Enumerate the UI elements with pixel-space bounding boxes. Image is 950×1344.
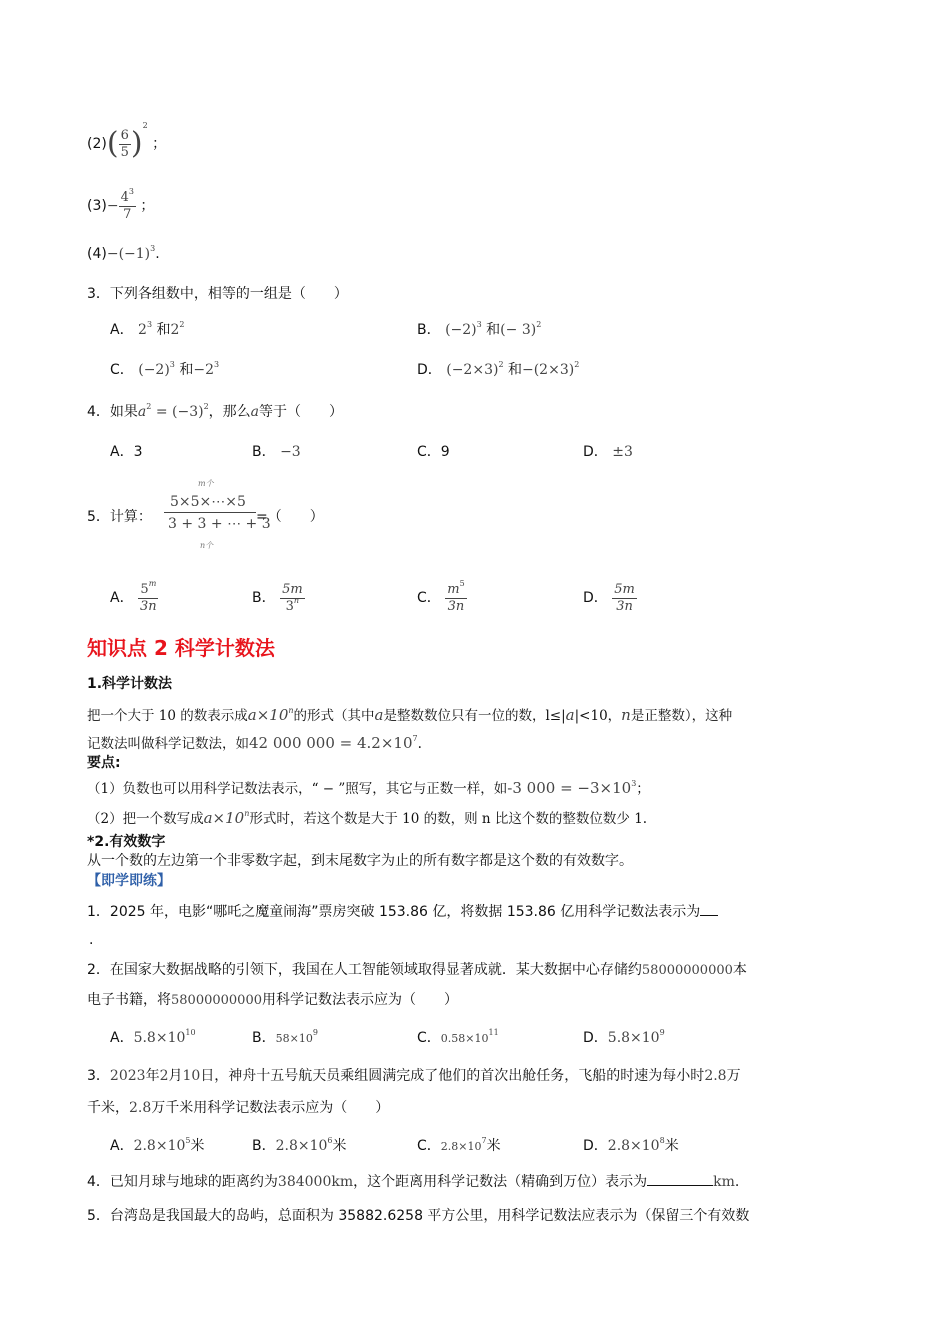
exponent: 2 bbox=[203, 402, 209, 411]
var-a: a bbox=[374, 706, 384, 724]
exponent: 9 bbox=[312, 1028, 318, 1037]
option-letter: A． bbox=[110, 1030, 134, 1046]
expression: a×10 bbox=[247, 706, 289, 724]
exponent: 3 bbox=[213, 360, 220, 369]
distance: 384000km bbox=[277, 1174, 354, 1190]
option-letter: A． bbox=[110, 1138, 134, 1154]
key-points-label: 要点: bbox=[87, 755, 121, 771]
practice-4 bbox=[87, 1172, 739, 1192]
practice-heading: 【即学即练】 bbox=[87, 873, 171, 889]
expr-b: −(2×3) bbox=[521, 362, 575, 378]
numerator: 5m bbox=[282, 581, 303, 597]
and-word: 和 bbox=[156, 322, 171, 338]
practice-3-option-a[interactable] bbox=[110, 1136, 204, 1156]
exponent: 11 bbox=[488, 1028, 499, 1037]
text: 日，神舟十五号航天员乘组圆满完成了他们的首次出舱任务，飞船的时速为每小时 bbox=[200, 1068, 705, 1084]
option-letter: B． bbox=[252, 444, 276, 460]
text: 万千米用科学记数法表示应为（ ） bbox=[151, 1100, 390, 1116]
fraction bbox=[119, 128, 131, 161]
denominator: 3n bbox=[140, 598, 157, 614]
option-value: −3 bbox=[280, 444, 301, 460]
left-paren: ( bbox=[106, 126, 119, 161]
option-value: 3 bbox=[133, 444, 143, 460]
text: 是整数数位只有一位的数，l≤| bbox=[383, 708, 566, 724]
practice-5-line-1: 5．台湾岛是我国最大的岛屿，总面积为 35882.6258 平方公里，用科学记数法应表示为（保留三个有效数 bbox=[87, 1208, 750, 1224]
practice-1-line-1 bbox=[87, 902, 718, 922]
top-count: m个 bbox=[198, 479, 214, 488]
expr-b: 2 bbox=[170, 322, 180, 338]
practice-2-line-1 bbox=[87, 960, 747, 981]
option-letter: B． bbox=[252, 1030, 276, 1046]
text: 的形式（其中 bbox=[293, 708, 375, 724]
exponent: n bbox=[293, 595, 300, 605]
text: 把一个大于 10 的数表示成 bbox=[87, 708, 248, 724]
var-a: a bbox=[250, 404, 260, 420]
answer-blank[interactable] bbox=[700, 915, 718, 916]
stem-text: ，那么 bbox=[208, 404, 251, 420]
denominator: 3 + 3 + ⋯ + 3 bbox=[168, 516, 271, 532]
option-letter: C． bbox=[417, 1030, 441, 1046]
expr-a: (−2) bbox=[445, 322, 477, 338]
text: 电子书籍，将 bbox=[87, 992, 171, 1008]
minus-sign: − bbox=[106, 198, 119, 214]
numerator: 4 bbox=[120, 189, 129, 205]
text: （2）把一个数写成 bbox=[87, 811, 204, 827]
option-value: 9 bbox=[440, 444, 450, 460]
exponent: 7 bbox=[412, 734, 418, 743]
practice-3-option-b[interactable] bbox=[252, 1136, 347, 1156]
text: 4．已知月球与地球的距离约为 bbox=[87, 1174, 278, 1190]
text: . bbox=[417, 736, 422, 752]
practice-3-line-2 bbox=[87, 1098, 389, 1118]
q4-option-c[interactable] bbox=[417, 442, 450, 462]
definition-line-1 bbox=[87, 705, 732, 726]
expr-a: (−2×3) bbox=[446, 362, 499, 378]
exponent: 2 bbox=[146, 402, 152, 411]
punct: ； bbox=[140, 198, 155, 214]
equation: = (−3) bbox=[151, 404, 204, 420]
number: 58000000000 bbox=[641, 963, 733, 978]
text: 2．在国家大数据战略的引领下，我国在人工智能领域取得显著成就．某大数据中心存储约 bbox=[87, 962, 642, 978]
q4-stem bbox=[87, 402, 343, 422]
exponent: 8 bbox=[659, 1136, 665, 1145]
practice-2-option-a[interactable] bbox=[110, 1028, 196, 1048]
option-letter: A． bbox=[110, 322, 134, 338]
exponent: 2 bbox=[179, 320, 185, 329]
and-word: 和 bbox=[486, 322, 501, 338]
text: 是正整数），这种 bbox=[630, 708, 733, 724]
text: . bbox=[734, 1174, 740, 1190]
item-4 bbox=[87, 244, 160, 264]
exponent: 3 bbox=[169, 360, 175, 369]
var-a: a bbox=[137, 404, 147, 420]
text: 3． bbox=[87, 1068, 110, 1084]
practice-3-option-d[interactable] bbox=[583, 1136, 679, 1156]
practice-2-line-2 bbox=[87, 990, 458, 1011]
option-letter: D． bbox=[583, 444, 608, 460]
exponent: 2 bbox=[574, 360, 580, 369]
denominator: 3n bbox=[447, 598, 465, 614]
option-letter: D． bbox=[583, 590, 608, 606]
expr-a: 2 bbox=[138, 322, 147, 338]
month: 2 bbox=[159, 1068, 169, 1084]
exponent: 2 bbox=[498, 360, 504, 369]
option-letter: B． bbox=[417, 322, 441, 338]
text: ； bbox=[636, 781, 650, 797]
q3-stem: 3．下列各组数中，相等的一组是（ ） bbox=[87, 286, 348, 302]
text: 形式时，若这个数是大于 10 的数，则 n 比这个数的整数位数少 1. bbox=[249, 811, 648, 827]
option-letter: B． bbox=[252, 590, 276, 606]
item-2 bbox=[87, 121, 167, 161]
item-label: (4) bbox=[87, 246, 107, 262]
expr-b: (− 3) bbox=[500, 322, 537, 338]
and-word: 和 bbox=[179, 362, 194, 378]
practice-1-line-2: . bbox=[89, 932, 94, 948]
option-value: 58×10 bbox=[275, 1032, 313, 1045]
q4-option-d[interactable] bbox=[583, 442, 633, 462]
practice-2-option-d[interactable] bbox=[583, 1028, 665, 1048]
exponent: 9 bbox=[659, 1028, 665, 1037]
exponent: n bbox=[288, 706, 294, 715]
expr-a: (−2) bbox=[138, 362, 170, 378]
exponent: 2 bbox=[536, 320, 542, 329]
exponent: 3 bbox=[150, 244, 156, 253]
denominator: 3n bbox=[616, 598, 633, 614]
unit: km bbox=[713, 1174, 735, 1190]
punct: . bbox=[155, 246, 160, 262]
exponent: 2 bbox=[142, 121, 148, 130]
var-a: a bbox=[565, 706, 575, 724]
numerator: 5×5×⋯×5 bbox=[170, 494, 246, 510]
option-letter: A． bbox=[110, 590, 134, 606]
expr-b: −2 bbox=[193, 362, 214, 378]
text: 月 bbox=[168, 1068, 183, 1084]
unit: 米 bbox=[486, 1138, 501, 1154]
speed: 2.8 bbox=[129, 1100, 152, 1116]
q5-option-b[interactable] bbox=[252, 578, 305, 618]
option-value: 2.8×10 bbox=[440, 1140, 482, 1153]
text: 千米， bbox=[87, 1100, 129, 1116]
q4-option-a[interactable] bbox=[110, 442, 143, 462]
option-letter: D． bbox=[583, 1030, 608, 1046]
key-point-1 bbox=[87, 778, 650, 799]
right-paren: ) bbox=[130, 126, 143, 161]
item-label: (3) bbox=[87, 198, 107, 214]
text: 1．2025 年，电影“哪吒之魔童闹海”票房突破 153.86 亿，将数据 153.86 亿用科学记数法表示为 bbox=[87, 904, 701, 920]
fraction-bar bbox=[164, 512, 256, 513]
q3-option-c[interactable] bbox=[110, 360, 219, 380]
option-letter: A． bbox=[110, 444, 134, 460]
option-value: 2.8×10 bbox=[275, 1138, 328, 1154]
exponent: 5 bbox=[459, 578, 465, 588]
fraction bbox=[280, 582, 305, 615]
exponent: 3 bbox=[146, 320, 153, 329]
stem-text: 4．如果 bbox=[87, 404, 138, 420]
subheading-scientific-notation: 1.科学计数法 bbox=[87, 676, 173, 692]
exponent: 3 bbox=[128, 186, 134, 196]
item-3 bbox=[87, 188, 154, 224]
day: 10 bbox=[182, 1068, 201, 1084]
exponent: 7 bbox=[481, 1136, 487, 1145]
unit: 米 bbox=[664, 1138, 679, 1154]
fraction bbox=[612, 582, 637, 615]
exponent: 6 bbox=[327, 1136, 333, 1145]
text: 本 bbox=[732, 962, 747, 978]
option-value: 2.8×10 bbox=[133, 1138, 186, 1154]
option-letter: C． bbox=[417, 1138, 441, 1154]
practice-2-option-c[interactable] bbox=[417, 1028, 499, 1049]
subheading-significant-figures: *2.有效数字 bbox=[87, 834, 166, 850]
q5-label: 5．计算： bbox=[87, 509, 152, 525]
text: （1）负数也可以用科学记数法表示，“ − ”照写，其它与正数一样，如 bbox=[87, 781, 508, 797]
text: 记数法叫做科学记数法，如 bbox=[87, 736, 249, 752]
option-value: ±3 bbox=[612, 444, 633, 460]
unit: 米 bbox=[332, 1138, 347, 1154]
section-heading: 知识点 2 科学计数法 bbox=[87, 636, 275, 660]
option-letter: D． bbox=[583, 1138, 608, 1154]
q3-option-b[interactable] bbox=[417, 320, 541, 340]
exponent: 3 bbox=[476, 320, 482, 329]
text: 用科学记数法表示应为（ ） bbox=[261, 992, 458, 1008]
numerator: 5 bbox=[140, 581, 149, 597]
stem-text: 等于（ ） bbox=[259, 404, 344, 420]
punct: ； bbox=[152, 136, 167, 152]
option-letter: D． bbox=[417, 362, 442, 378]
option-letter: B． bbox=[252, 1138, 276, 1154]
exponent: 5 bbox=[185, 1136, 191, 1145]
var-n: n bbox=[621, 706, 631, 724]
q5-post: =（ ） bbox=[256, 509, 324, 525]
numerator: 6 bbox=[120, 127, 129, 143]
q5-option-a[interactable] bbox=[110, 578, 159, 618]
practice-3-line-1 bbox=[87, 1066, 741, 1086]
option-letter: C． bbox=[110, 362, 134, 378]
year: 2023 bbox=[109, 1068, 146, 1084]
key-point-2 bbox=[87, 808, 647, 829]
speed: 2.8 bbox=[704, 1068, 727, 1084]
q3-option-d[interactable] bbox=[417, 360, 579, 380]
significant-figures-definition: 从一个数的左边第一个非零数字起，到末尾数字为止的所有数字都是这个数的有效数字。 bbox=[87, 853, 633, 869]
q5-option-d[interactable] bbox=[583, 578, 637, 618]
numerator: 5m bbox=[614, 581, 635, 597]
denominator: 7 bbox=[123, 206, 132, 222]
bottom-count: n个 bbox=[200, 541, 214, 550]
and-word: 和 bbox=[507, 362, 522, 378]
option-value: 0.58×10 bbox=[440, 1032, 489, 1045]
exponent: 10 bbox=[185, 1028, 196, 1037]
fraction bbox=[119, 186, 136, 223]
fraction bbox=[445, 578, 466, 615]
practice-3-option-c[interactable] bbox=[417, 1136, 501, 1157]
unit: 米 bbox=[190, 1138, 205, 1154]
expression: −(−1) bbox=[106, 246, 151, 262]
expression: a×10 bbox=[203, 809, 245, 827]
exponent: 3 bbox=[631, 779, 637, 788]
numerator: m bbox=[447, 581, 460, 597]
q4-option-b[interactable] bbox=[252, 442, 301, 462]
exponent: n bbox=[244, 809, 250, 818]
q3-option-a[interactable] bbox=[110, 320, 185, 340]
option-letter: C． bbox=[417, 590, 441, 606]
item-label: (2) bbox=[87, 136, 107, 152]
definition-line-2 bbox=[87, 733, 422, 754]
answer-blank[interactable] bbox=[647, 1185, 713, 1186]
number: 58000000000 bbox=[171, 993, 262, 1008]
denominator: 5 bbox=[120, 144, 129, 160]
option-letter: C． bbox=[417, 444, 441, 460]
example-expression: -3 000 = −3×10 bbox=[507, 779, 632, 797]
practice-2-option-b[interactable] bbox=[252, 1028, 318, 1049]
option-value: 5.8×10 bbox=[133, 1030, 186, 1046]
text: ，这个距离用科学记数法（精确到万位）表示为 bbox=[353, 1174, 648, 1190]
example-expression: 42 000 000 = 4.2×10 bbox=[249, 734, 413, 752]
text: |<10， bbox=[574, 708, 622, 724]
q5-option-c[interactable] bbox=[417, 578, 467, 618]
option-value: 5.8×10 bbox=[607, 1030, 660, 1046]
text: 万 bbox=[726, 1068, 741, 1084]
denominator: 3 bbox=[285, 598, 294, 614]
fraction bbox=[138, 578, 159, 615]
text: 年 bbox=[145, 1068, 160, 1084]
exponent: m bbox=[148, 578, 157, 588]
option-value: 2.8×10 bbox=[607, 1138, 660, 1154]
